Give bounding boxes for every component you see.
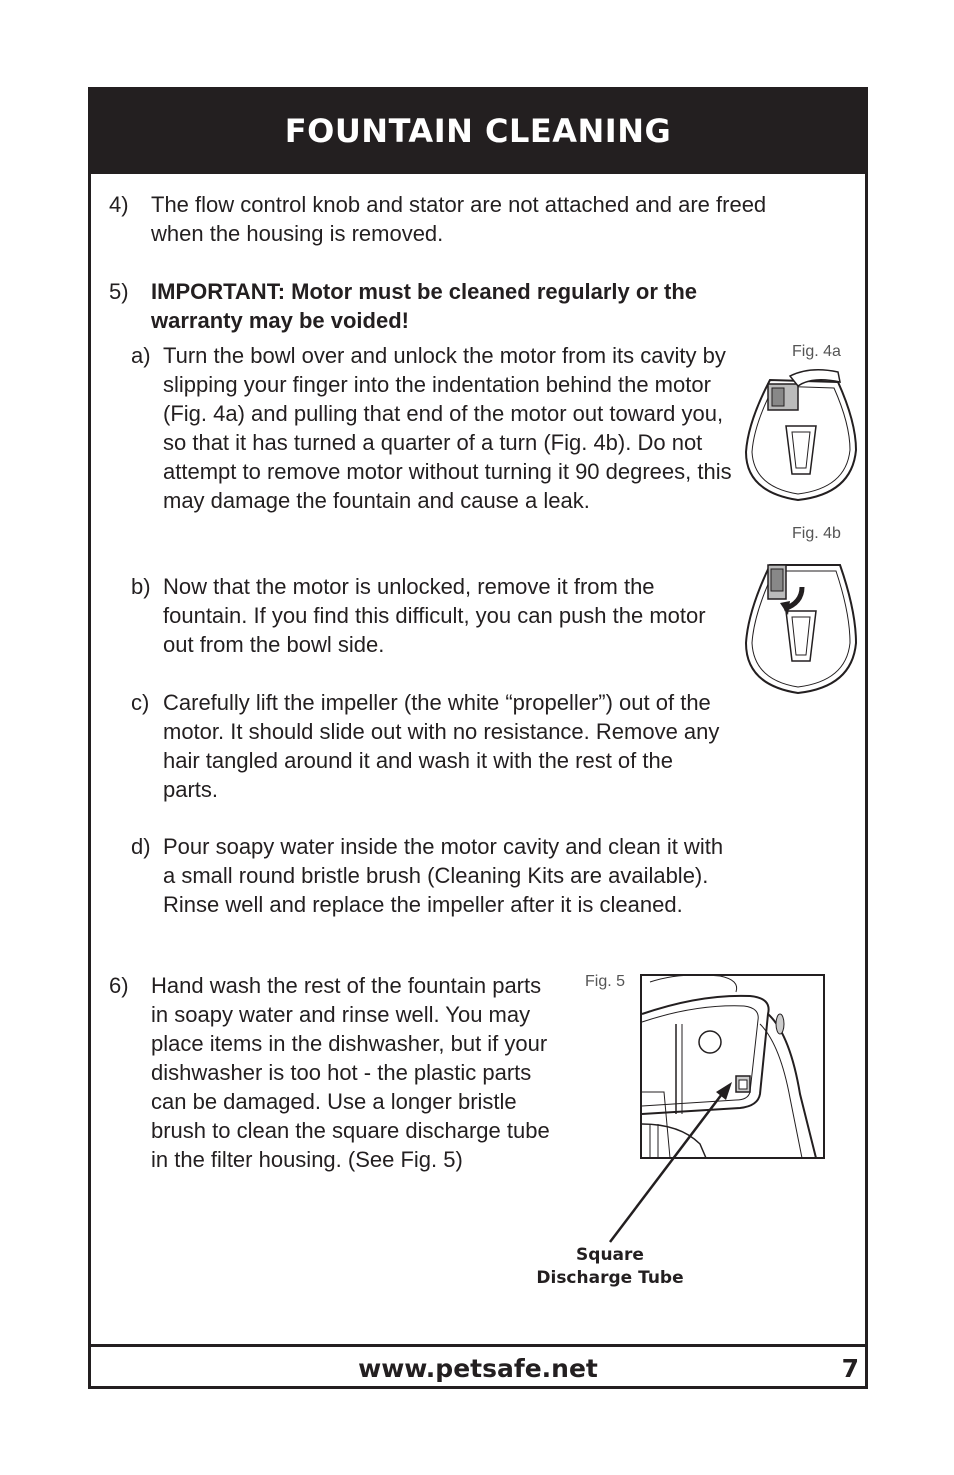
fig-5-label: Fig. 5 xyxy=(585,973,626,990)
substep-d-text: Pour soapy water inside the motor cavity and clean it with a small round bristle brush (Cleaning Kits are available). Rinse well and replace the impeller after it is cleaned. xyxy=(163,834,724,917)
substep-b-text: Now that the motor is unlocked, remove it from the fountain. If you find this difficult, you can push the motor out from the bowl side. xyxy=(163,574,706,657)
substep-a-letter: a) xyxy=(131,343,151,368)
fig-4b-label: Fig. 4b xyxy=(792,525,841,542)
footer-divider xyxy=(91,1344,865,1347)
substep-a-text: Turn the bowl over and unlock the motor from its cavity by slipping your finger into the indentation behind the motor (Fig. 4a) and pulling that end of the motor out toward you, so that it has turned a quarter of a turn (Fig. 4b). Do not attempt to remove motor without turning it 90 degrees, this may damage the fountain and cause a leak. xyxy=(163,343,732,513)
title-bar xyxy=(91,90,865,174)
callout-label xyxy=(520,1244,700,1290)
substep-d-letter: d) xyxy=(131,834,151,859)
substep-c-letter: c) xyxy=(131,690,150,715)
fig-4a-illustration xyxy=(740,362,860,507)
fig-4b-illustration xyxy=(740,555,860,700)
page-number: 7 xyxy=(841,1354,859,1383)
callout-line-1: Square xyxy=(576,1245,644,1265)
website-url[interactable]: www.petsafe.net xyxy=(358,1354,598,1383)
substep-c-text: Carefully lift the impeller (the white “propeller”) out of the motor. It should slide out with no resistance. Remove any hair tangled around it and wash it with the rest of the parts. xyxy=(163,690,720,802)
step-6-number: 6) xyxy=(109,973,129,998)
step-5-number: 5) xyxy=(109,279,129,304)
page-title: FOUNTAIN CLEANING xyxy=(284,112,672,150)
step-4-text: The flow control knob and stator are not attached and are freed when the housing is removed. xyxy=(151,192,767,246)
step-6-text: Hand wash the rest of the fountain parts in soapy water and rinse well. You may place items in the dishwasher, but if your dishwasher is too hot - the plastic parts can be damaged. Use a longer bristle brush to clean the square discharge tube in the filter housing. (See Fig. 5) xyxy=(151,973,550,1172)
step-5-warning: IMPORTANT: Motor must be cleaned regularly or the warranty may be voided! xyxy=(151,279,697,333)
fig-4a-label: Fig. 4a xyxy=(792,343,841,360)
callout-line-2: Discharge Tube xyxy=(536,1268,684,1288)
callout-arrow xyxy=(600,1080,740,1250)
step-4-number: 4) xyxy=(109,192,129,217)
substep-b-letter: b) xyxy=(131,574,151,599)
